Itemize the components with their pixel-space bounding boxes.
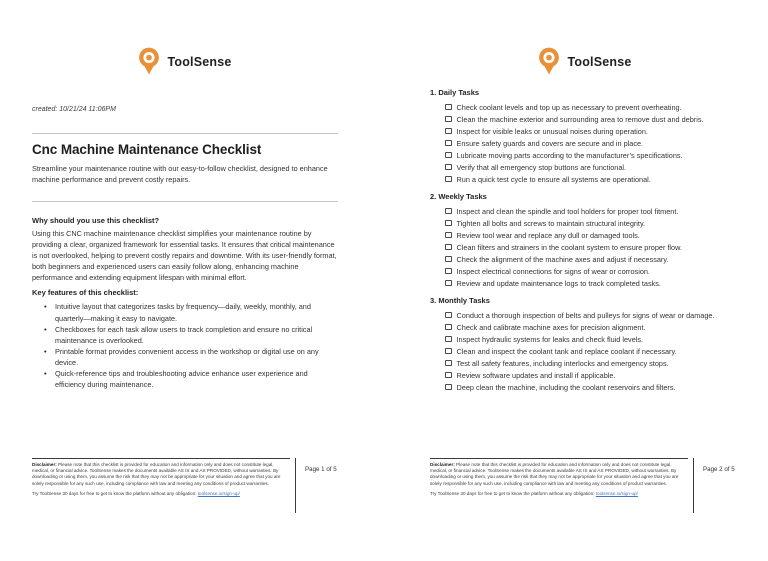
task-checkbox[interactable] bbox=[445, 360, 452, 367]
toolsense-pin-icon bbox=[138, 47, 160, 76]
task-row bbox=[430, 241, 740, 253]
task-checkbox[interactable] bbox=[445, 152, 452, 159]
page-number: Page 2 of 5 bbox=[703, 466, 735, 473]
task-label: Run a quick test cycle to ensure all systems are operational. bbox=[456, 174, 651, 184]
page-footer bbox=[32, 458, 338, 497]
task-checkbox[interactable] bbox=[445, 140, 452, 147]
document-page-1 bbox=[32, 0, 338, 561]
page-number: Page 1 of 5 bbox=[305, 466, 337, 473]
task-row bbox=[430, 381, 740, 393]
feature-bullet-item: • Printable format provides convenient access in the workshop or digital use on any device. bbox=[32, 346, 338, 368]
task-checkbox[interactable] bbox=[445, 232, 452, 239]
task-checkbox[interactable] bbox=[445, 220, 452, 227]
trial-text bbox=[32, 491, 286, 497]
task-section-heading: 1. Daily Tasks bbox=[430, 88, 480, 97]
task-section bbox=[430, 88, 740, 185]
task-label: Test all safety features, including interlocks and emergency stops. bbox=[456, 358, 669, 368]
task-row bbox=[430, 253, 740, 265]
features-list bbox=[32, 301, 338, 390]
task-checkbox[interactable] bbox=[445, 312, 452, 319]
task-row bbox=[430, 321, 740, 333]
why-section-heading: Why should you use this checklist? bbox=[32, 216, 160, 225]
task-label: Conduct a thorough inspection of belts and pulleys for signs of wear or damage. bbox=[456, 310, 715, 320]
disclaimer-label: Disclaimer: bbox=[430, 462, 455, 467]
task-label: Verify that all emergency stop buttons are functional. bbox=[456, 162, 627, 172]
toolsense-pin-icon bbox=[538, 47, 560, 76]
task-row bbox=[430, 369, 740, 381]
features-section-heading: Key features of this checklist: bbox=[32, 288, 139, 298]
toolsense-logo bbox=[430, 0, 740, 78]
footer-divider-line bbox=[693, 458, 694, 513]
task-row bbox=[430, 357, 740, 369]
task-checkbox[interactable] bbox=[445, 116, 452, 123]
disclaimer-body: Please note that this checklist is provided for education and information only and does not constitute legal, medical, or financial advice. ToolSense makes the documents available AS IS and AS PROVIDED, without warranties. By downloading or using them, you assume the risk that they may not be appropriate for your situation and agree that you are solely responsible for any such use, including compliance with law and meeting any conditions of product warranties. bbox=[32, 462, 281, 486]
task-checkbox[interactable] bbox=[445, 372, 452, 379]
toolsense-logo bbox=[32, 0, 338, 78]
task-section-heading: 2. Weekly Tasks bbox=[430, 192, 487, 201]
trial-text-label: Try ToolSense 30 days for free to get to know the platform without any obligation: bbox=[32, 490, 198, 496]
task-section-heading: 3. Monthly Tasks bbox=[430, 296, 490, 305]
page-title: Cnc Machine Maintenance Checklist bbox=[32, 142, 262, 157]
task-checkbox[interactable] bbox=[445, 384, 452, 391]
task-label: Ensure safety guards and covers are secure and in place. bbox=[456, 138, 644, 148]
task-label: Tighten all bolts and screws to maintain structural integrity. bbox=[456, 218, 646, 228]
task-label: Review and update maintenance logs to track completed tasks. bbox=[456, 278, 661, 288]
trial-text bbox=[430, 491, 684, 497]
task-sections bbox=[430, 88, 740, 393]
footer-divider-line bbox=[295, 458, 296, 513]
toolsense-wordmark: ToolSense bbox=[567, 54, 632, 69]
why-section-body: Using this CNC machine maintenance checklist simplifies your maintenance routine by providing a clear, organized framework for essential tasks. It ensures that critical maintenance is not overlooked, helping to prevent costly repairs and downtime. With its user-friendly format, both beginners and experienced users can easily follow along, enhancing machine performance and extending equipment lifespan with minimal effort. bbox=[32, 229, 337, 283]
task-label: Clean the machine exterior and surrounding area to remove dust and debris. bbox=[456, 114, 704, 124]
task-label: Check the alignment of the machine axes and adjust if necessary. bbox=[456, 254, 669, 264]
signup-link[interactable]: toolsense.io/sign-up/ bbox=[197, 490, 240, 496]
disclaimer-text bbox=[32, 462, 286, 487]
task-row bbox=[430, 309, 740, 321]
task-label: Inspect hydraulic systems for leaks and check fluid levels. bbox=[456, 334, 644, 344]
task-row bbox=[430, 137, 740, 149]
feature-bullet-item: • Checkboxes for each task allow users to track completion and ensure no critical maintenance is overlooked. bbox=[32, 324, 338, 346]
task-row bbox=[430, 113, 740, 125]
disclaimer-text bbox=[430, 462, 684, 487]
task-checkbox[interactable] bbox=[445, 280, 452, 287]
task-checkbox[interactable] bbox=[445, 164, 452, 171]
toolsense-wordmark: ToolSense bbox=[167, 54, 232, 69]
task-row bbox=[430, 173, 740, 185]
task-checkbox[interactable] bbox=[445, 336, 452, 343]
separator-line bbox=[32, 201, 338, 202]
footer-top-line bbox=[430, 458, 688, 459]
task-label: Inspect for visible leaks or unusual noises during operation. bbox=[456, 126, 648, 136]
task-label: Clean filters and strainers in the coolant system to ensure proper flow. bbox=[456, 242, 683, 252]
trial-text-label: Try ToolSense 30 days for free to get to know the platform without any obligation: bbox=[430, 490, 596, 496]
task-row bbox=[430, 161, 740, 173]
task-section bbox=[430, 192, 740, 289]
document-page-2 bbox=[430, 0, 740, 561]
task-checkbox[interactable] bbox=[445, 208, 452, 215]
separator-line bbox=[32, 133, 338, 134]
task-checkbox[interactable] bbox=[445, 128, 452, 135]
task-label: Lubricate moving parts according to the manufacturer’s specifications. bbox=[456, 150, 683, 160]
task-label: Review software updates and install if applicable. bbox=[456, 370, 616, 380]
footer-top-line bbox=[32, 458, 290, 459]
task-row bbox=[430, 125, 740, 137]
feature-bullet-item: • Intuitive layout that categorizes tasks by frequency—daily, weekly, monthly, and quarterly—making it easy to navigate. bbox=[32, 301, 338, 323]
task-checkbox[interactable] bbox=[445, 348, 452, 355]
task-checkbox[interactable] bbox=[445, 268, 452, 275]
task-label: Check coolant levels and top up as necessary to prevent overheating. bbox=[456, 102, 682, 112]
task-row bbox=[430, 217, 740, 229]
task-label: Check and calibrate machine axes for precision alignment. bbox=[456, 322, 646, 332]
created-timestamp: created: 10/21/24 11:06PM bbox=[32, 106, 116, 113]
task-section bbox=[430, 296, 740, 393]
task-label: Deep clean the machine, including the coolant reservoirs and filters. bbox=[456, 382, 676, 392]
page-subtitle: Streamline your maintenance routine with our easy-to-follow checklist, designed to enhance machine performance and prevent costly repairs. bbox=[32, 164, 328, 184]
task-label: Inspect and clean the spindle and tool holders for proper tool fitment. bbox=[456, 206, 679, 216]
task-checkbox[interactable] bbox=[445, 104, 452, 111]
feature-bullet-item: • Quick-reference tips and troubleshooting advice enhance user experience and efficiency during maintenance. bbox=[32, 368, 338, 390]
task-row bbox=[430, 149, 740, 161]
task-row bbox=[430, 277, 740, 289]
task-label: Clean and inspect the coolant tank and replace coolant if necessary. bbox=[456, 346, 677, 356]
disclaimer-label: Disclaimer: bbox=[32, 462, 57, 467]
task-label: Inspect electrical connections for signs of wear or corrosion. bbox=[456, 266, 650, 276]
disclaimer-body: Please note that this checklist is provided for education and information only and does not constitute legal, medical, or financial advice. ToolSense makes the documents available AS IS and AS PROVIDED, without warranties. By downloading or using them, you assume the risk that they may not be appropriate for your situation and agree that you are solely responsible for any such use, including compliance with law and meeting any conditions of product warranties. bbox=[430, 462, 679, 486]
task-checkbox[interactable] bbox=[445, 244, 452, 251]
task-row bbox=[430, 265, 740, 277]
task-checkbox[interactable] bbox=[445, 324, 452, 331]
task-label: Review tool wear and replace any dull or damaged tools. bbox=[456, 230, 640, 240]
task-row bbox=[430, 333, 740, 345]
task-row bbox=[430, 229, 740, 241]
task-row bbox=[430, 205, 740, 217]
signup-link[interactable]: toolsense.io/sign-up/ bbox=[595, 490, 638, 496]
task-checkbox[interactable] bbox=[445, 176, 452, 183]
task-row bbox=[430, 345, 740, 357]
page-footer bbox=[430, 458, 740, 497]
task-checkbox[interactable] bbox=[445, 256, 452, 263]
task-row bbox=[430, 101, 740, 113]
